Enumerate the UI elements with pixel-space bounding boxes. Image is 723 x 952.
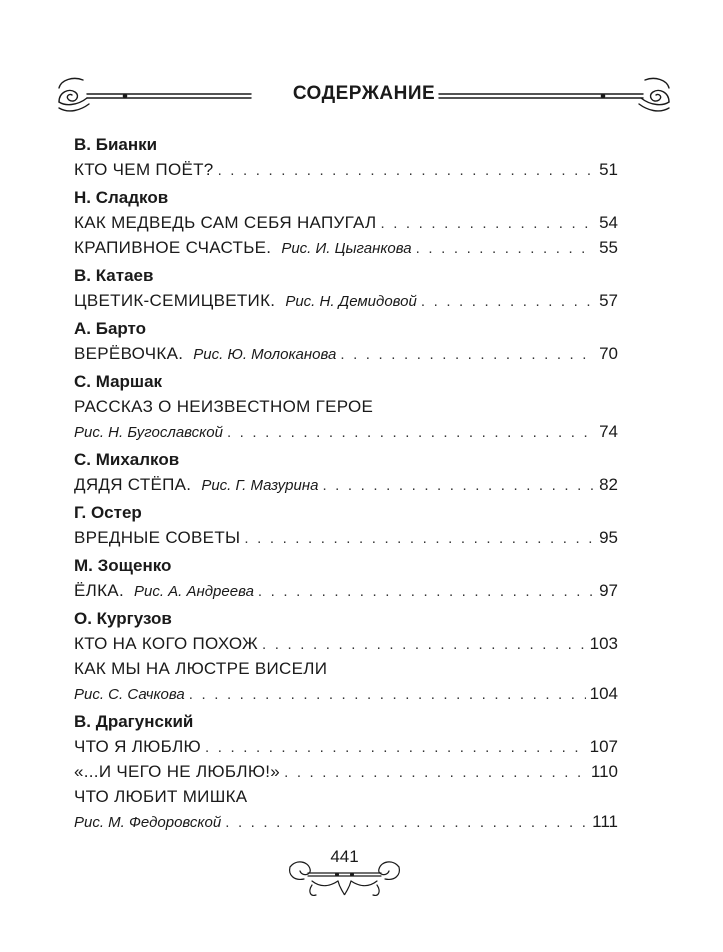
toc-entry	[74, 341, 618, 366]
entry-title: ЧТО Я ЛЮБЛЮ	[74, 737, 202, 756]
toc-entry	[74, 288, 618, 313]
entry-page-number: 107	[589, 737, 618, 756]
author-name: М. Зощенко	[74, 556, 172, 575]
entry-title: КРАПИВНОЕ СЧАСТЬЕ.	[74, 238, 272, 257]
page-number: 441	[330, 847, 359, 866]
toc-entry	[74, 784, 618, 809]
dot-leader	[284, 760, 587, 785]
entry-title: ДЯДЯ СТЁПА.	[74, 475, 192, 494]
toc-entry	[74, 210, 618, 235]
toc-author-group	[74, 369, 618, 444]
dot-leader	[205, 735, 586, 760]
author-name: С. Маршак	[74, 372, 163, 391]
author-name: О. Кургузов	[74, 609, 172, 628]
toc-entry	[74, 578, 618, 603]
author-name: А. Барто	[74, 319, 147, 338]
toc-author-group	[74, 132, 618, 182]
toc-author-group	[74, 709, 618, 834]
dot-leader	[322, 473, 595, 498]
toc-author-group	[74, 500, 618, 550]
entry-title: КТО НА КОГО ПОХОЖ	[74, 634, 259, 653]
entry-page-number: 55	[599, 238, 618, 257]
toc-entry	[74, 809, 618, 834]
dot-leader	[244, 526, 595, 551]
toc-author-group	[74, 606, 618, 706]
entry-page-number: 54	[599, 213, 618, 232]
entry-title: ВРЕДНЫЕ СОВЕТЫ	[74, 528, 241, 547]
page-title: СОДЕРЖАНИЕ	[292, 83, 436, 104]
author-name: В. Катаев	[74, 266, 154, 285]
entry-illustrator: Рис. И. Цыганкова	[281, 240, 412, 257]
entry-page-number: 95	[599, 528, 618, 547]
entry-illustrator: Рис. Н. Демидовой	[285, 293, 417, 310]
entry-title: ВЕРЁВОЧКА.	[74, 344, 184, 363]
entry-title: ЁЛКА.	[74, 581, 124, 600]
author-name: Г. Остер	[74, 503, 142, 522]
toc-entry	[74, 631, 618, 656]
toc-author-group	[74, 263, 618, 313]
author-name: С. Михалков	[74, 450, 180, 469]
toc-entry	[74, 419, 618, 444]
entry-title: КТО ЧЕМ ПОЁТ?	[74, 160, 214, 179]
toc-entry	[74, 656, 618, 681]
author-name: В. Драгунский	[74, 712, 194, 731]
entry-page-number: 82	[599, 475, 618, 494]
author-name: В. Бианки	[74, 135, 158, 154]
entry-title: КАК МЫ НА ЛЮСТРЕ ВИСЕЛИ	[74, 659, 328, 678]
dot-leader	[416, 236, 595, 261]
entry-title: «...И ЧЕГО НЕ ЛЮБЛЮ!»	[74, 762, 281, 781]
entry-page-number: 97	[599, 581, 618, 600]
entry-page-number: 57	[599, 291, 618, 310]
entry-page-number: 111	[592, 812, 618, 831]
entry-illustrator: Рис. Ю. Молоканова	[193, 346, 337, 363]
author-name: Н. Сладков	[74, 188, 169, 207]
toc-author-group	[74, 316, 618, 366]
dot-leader	[258, 579, 595, 604]
toc-entry	[74, 681, 618, 706]
toc-header	[55, 70, 673, 120]
entry-page-number: 70	[599, 344, 618, 363]
dot-leader	[340, 342, 595, 367]
toc-author-group	[74, 185, 618, 260]
entry-title: ЧТО ЛЮБИТ МИШКА	[74, 787, 248, 806]
dot-leader	[262, 632, 586, 657]
entry-page-number: 51	[599, 160, 618, 179]
toc-author-group	[74, 553, 618, 603]
entry-illustrator: Рис. Н. Бугославской	[74, 424, 223, 441]
toc-entry	[74, 394, 618, 419]
toc-entry	[74, 734, 618, 759]
entry-page-number: 74	[599, 422, 618, 441]
dot-leader	[380, 211, 595, 236]
entry-illustrator: Рис. Г. Мазурина	[201, 477, 319, 494]
toc-entry	[74, 472, 618, 497]
table-of-contents	[74, 132, 618, 837]
toc-entry	[74, 235, 618, 260]
entry-page-number: 103	[589, 634, 618, 653]
entry-title: РАССКАЗ О НЕИЗВЕСТНОМ ГЕРОЕ	[74, 397, 374, 416]
entry-page-number: 104	[589, 684, 618, 703]
dot-leader	[225, 810, 588, 835]
entry-illustrator: Рис. А. Андреева	[133, 583, 254, 600]
dot-leader	[189, 682, 586, 707]
entry-illustrator: Рис. М. Федоровской	[74, 814, 222, 831]
toc-entry	[74, 525, 618, 550]
entry-illustrator: Рис. С. Сачкова	[74, 686, 185, 703]
toc-author-group	[74, 447, 618, 497]
dot-leader	[218, 158, 596, 183]
entry-page-number: 110	[590, 762, 618, 781]
toc-entry	[74, 759, 618, 784]
entry-title: КАК МЕДВЕДЬ САМ СЕБЯ НАПУГАЛ	[74, 213, 377, 232]
entry-title: ЦВЕТИК-СЕМИЦВЕТИК.	[74, 291, 276, 310]
dot-leader	[227, 420, 595, 445]
toc-entry	[74, 157, 618, 182]
page-footer	[282, 845, 407, 905]
dot-leader	[421, 289, 595, 314]
